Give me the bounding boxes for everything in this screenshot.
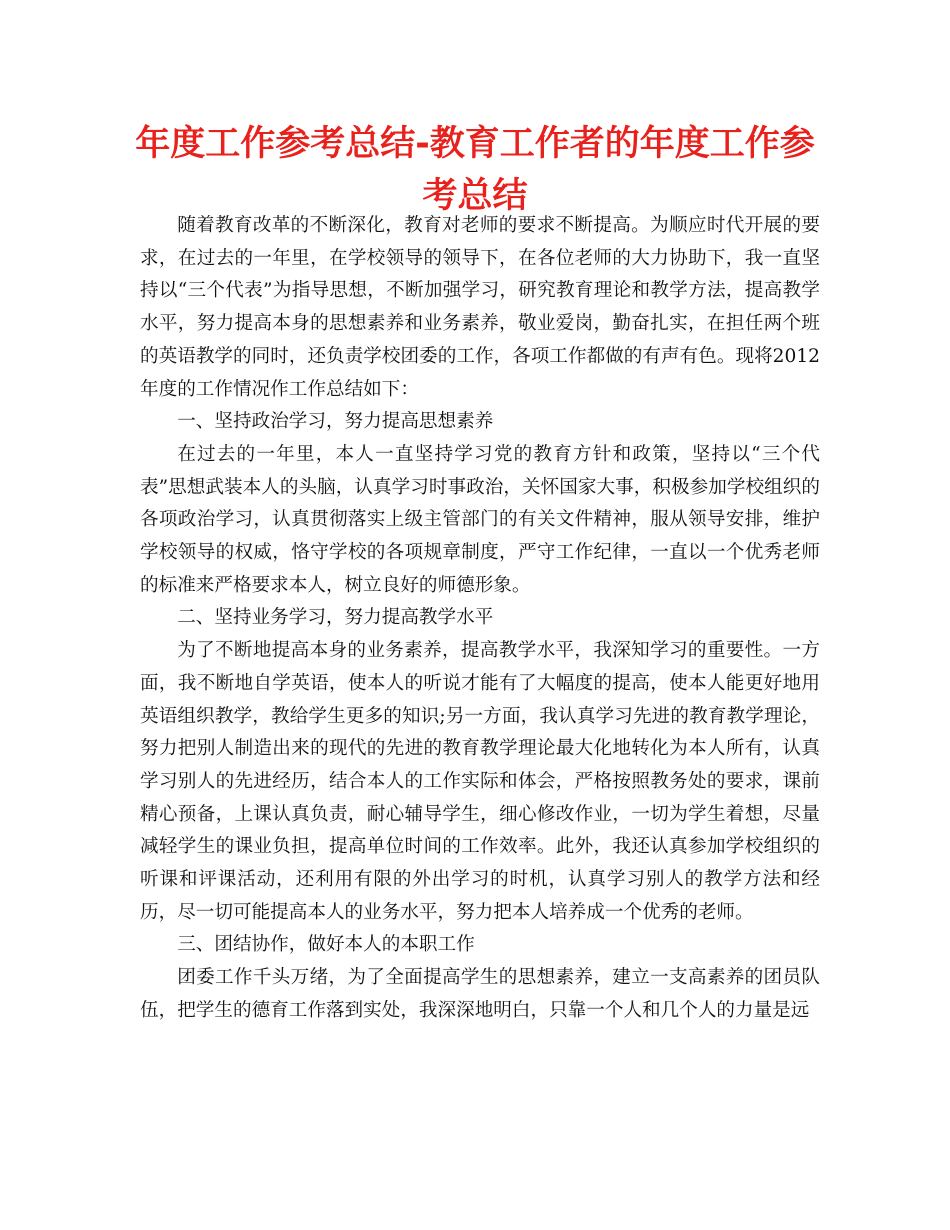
section-heading-3: 三、团结协作，做好本人的本职工作 [177, 934, 475, 956]
section-paragraph-1: 在过去的一年里，本人一直坚持学习党的教育方针和政策，坚持以“三个代表”思想武装本人的头脑，认真学习时事政治，关怀国家大事，积极参加学校组织的各项政治学习，认真贯彻落实上级主管部门的有关文件精神，服从领导安排，维护学校领导的权威，恪守学校的各项规章制度，严守工作纪律，一直以一个优秀老师的标准来严格要求本人，树立良好的师德形象。 [140, 443, 820, 596]
document-body [140, 210, 820, 1028]
section-paragraph-2: 为了不断地提高本身的业务素养，提高教学水平，我深知学习的重要性。一方面，我不断地自学英语，使本人的听说才能有了大幅度的提高，使本人能更好地用英语组织教学，教给学生更多的知识;另一方面，我认真学习先进的教育教学理论，努力把别人制造出来的现代的先进的教育教学理论最大化地转化为本人所有，认真学习别人的先进经历，结合本人的工作实际和体会，严格按照教务处的要求，课前精心预备，上课认真负责，耐心辅导学生，细心修改作业，一切为学生着想，尽量减轻学生的课业负担，提高单位时间的工作效率。此外，我还认真参加学校组织的听课和评课活动，还利用有限的外出学习的时机，认真学习别人的教学方法和经历，尽一切可能提高本人的业务水平，努力把本人培养成一个优秀的老师。 [140, 640, 820, 923]
section-heading-1: 一、坚持政治学习，努力提高思想素养 [177, 411, 494, 433]
section-paragraph-3: 团委工作千头万绪，为了全面提高学生的思想素养，建立一支高素养的团员队伍，把学生的德育工作落到实处，我深深地明白，只靠一个人和几个人的力量是远 [140, 967, 820, 1021]
document-title: 年度工作参考总结-教育工作者的年度工作参考总结 [135, 124, 815, 216]
intro-paragraph: 随着教育改革的不断深化，教育对老师的要求不断提高。为顺应时代开展的要求，在过去的一年里，在学校领导的领导下，在各位老师的大力协助下，我一直坚持以“三个代表”为指导思想，不断加强学习，研究教育理论和教学方法，提高教学水平，努力提高本身的思想素养和业务素养，敬业爱岗，勤奋扎实，在担任两个班的英语教学的同时，还负责学校团委的工作，各项工作都做的有声有色。现将2012年度的工作情况作工作总结如下： [140, 215, 820, 400]
section-heading-2: 二、坚持业务学习，努力提高教学水平 [177, 607, 494, 629]
